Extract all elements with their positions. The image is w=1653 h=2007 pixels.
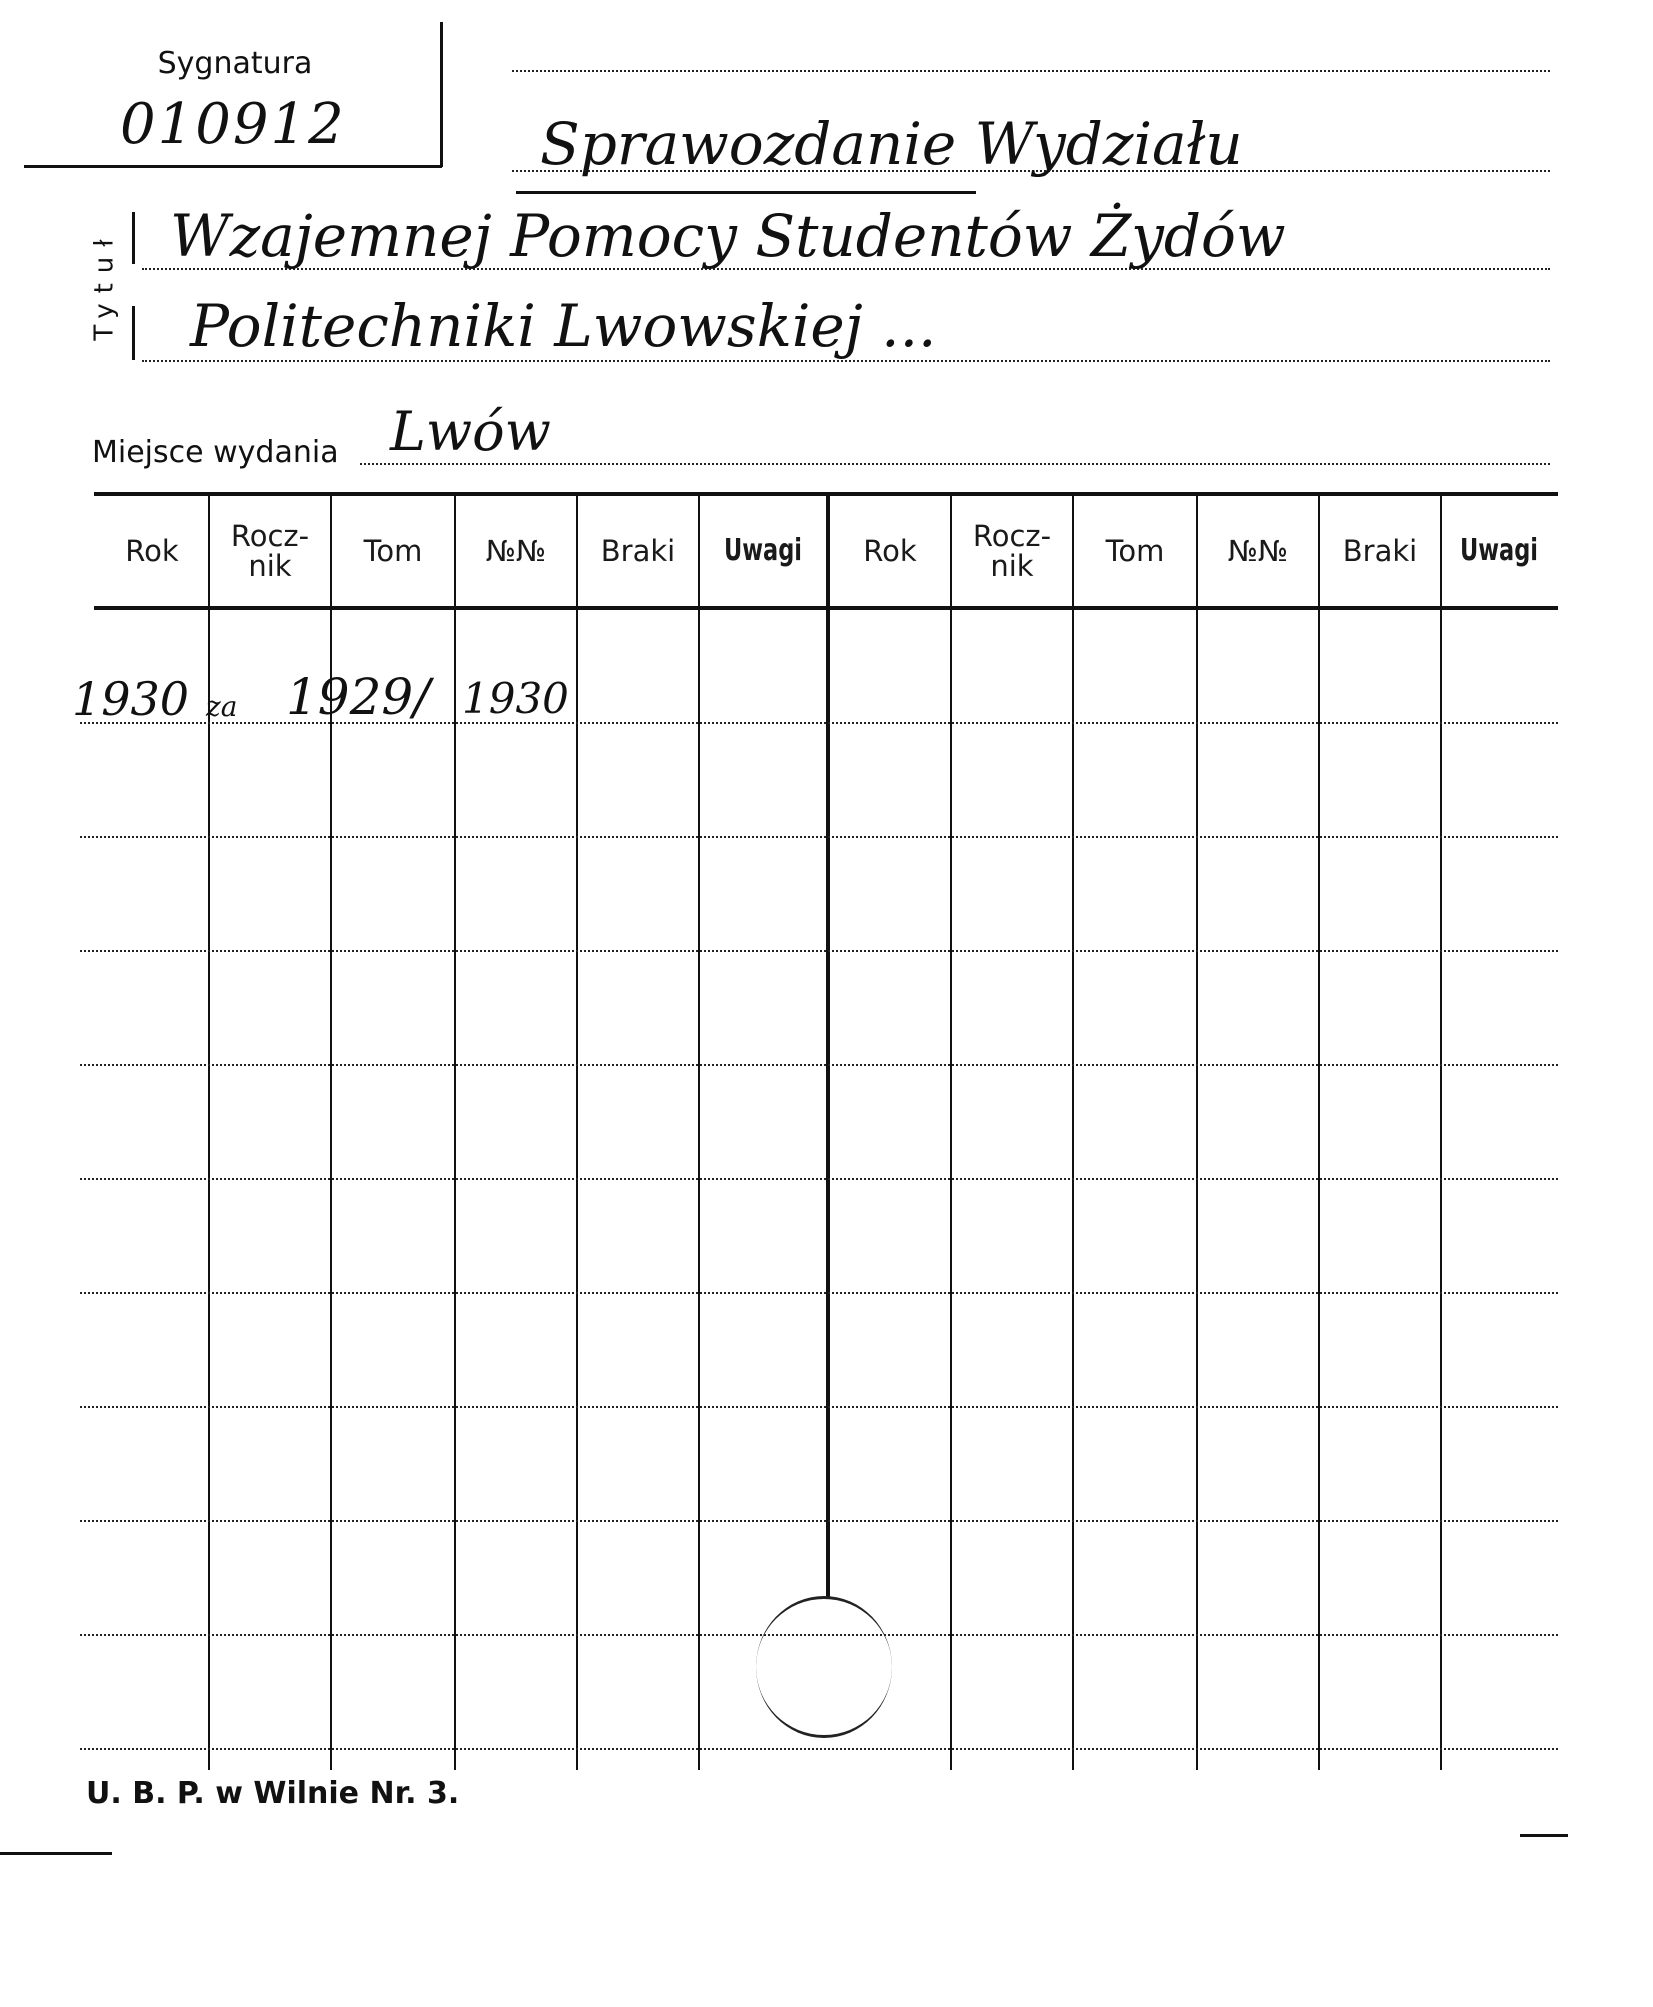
col-rule	[1318, 496, 1320, 1770]
header-numery-2: №№	[1227, 534, 1289, 568]
signature-box-right-rule	[440, 22, 443, 167]
header-rocznik: Rocz- nik	[230, 519, 310, 583]
col-rule	[698, 496, 700, 1770]
cell-numery: 1930	[462, 674, 569, 723]
row-rule	[80, 950, 1558, 952]
punch-hole	[756, 1596, 892, 1738]
title-line-3-dots	[142, 360, 1550, 362]
row-rule	[80, 836, 1558, 838]
row-rule	[80, 1292, 1558, 1294]
header-tom-2: Tom	[1105, 534, 1165, 568]
title-label-vertical	[90, 200, 120, 370]
title-bracket-1	[132, 212, 141, 264]
row-rule	[80, 1406, 1558, 1408]
printer-imprint: U. B. P. w Wilnie Nr. 3.	[86, 1776, 460, 1811]
col-rule	[1072, 496, 1074, 1770]
cell-tom: 1929/	[286, 668, 431, 726]
cell-rocznik: za	[206, 690, 238, 723]
signature-value: 010912	[120, 92, 346, 157]
header-braki-2: Braki	[1342, 534, 1418, 568]
place-value: Lwów	[390, 400, 551, 463]
col-rule	[208, 496, 210, 1770]
header-rok-2: Rok	[863, 534, 917, 568]
row-rule	[80, 1634, 1558, 1636]
header-uwagi-2: Uwagi	[1459, 533, 1539, 568]
title-line-1: Sprawozdanie Wydziału	[540, 110, 1243, 178]
col-rule-center	[826, 496, 830, 1604]
header-tom: Tom	[363, 534, 423, 568]
edge-mark	[1520, 1834, 1568, 1837]
header-braki: Braki	[600, 534, 676, 568]
col-rule	[1196, 496, 1198, 1770]
place-dots	[360, 463, 1550, 465]
header-rocznik-2: Rocz- nik	[972, 519, 1052, 583]
header-rok: Rok	[125, 534, 179, 568]
col-rule	[454, 496, 456, 1770]
header-numery: №№	[485, 534, 547, 568]
title-bracket-2	[132, 306, 141, 360]
row-rule	[80, 1520, 1558, 1522]
row-rule	[80, 1064, 1558, 1066]
signature-label: Sygnatura	[157, 46, 313, 81]
header-uwagi: Uwagi	[723, 533, 803, 568]
row-rule	[80, 1748, 1558, 1750]
row-rule	[80, 1178, 1558, 1180]
col-rule	[950, 496, 952, 1770]
title-label: Tytuł	[90, 229, 120, 341]
title-line-2: Wzajemnej Pomocy Studentów Żydów	[170, 202, 1286, 270]
cell-rok: 1930	[72, 672, 190, 726]
title-line-3: Politechniki Lwowskiej ...	[190, 292, 937, 360]
col-rule	[1440, 496, 1442, 1770]
title-line-0-dots	[512, 70, 1550, 72]
edge-mark	[0, 1852, 112, 1855]
place-label: Miejsce wydania	[92, 435, 339, 470]
title-underline	[516, 191, 976, 194]
signature-box-bottom-rule	[24, 165, 442, 168]
col-rule	[576, 496, 578, 1770]
